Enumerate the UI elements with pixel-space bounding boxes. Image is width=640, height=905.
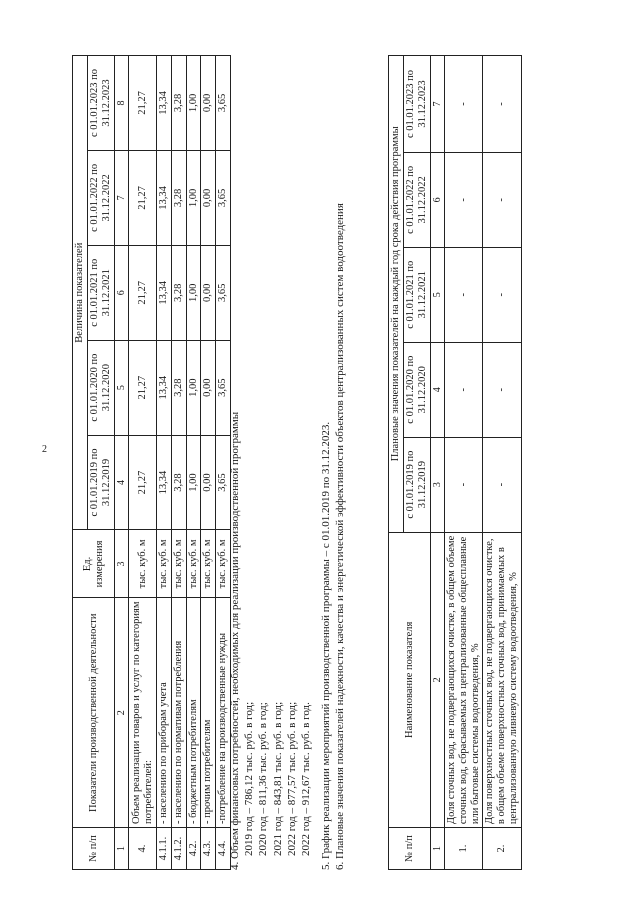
row-value: 3,65 [216, 435, 231, 530]
section4-heading: 4. Объем финансовых потребностей, необходимых для реализации производственной программы [229, 411, 241, 870]
section4-line: 2022 год – 912,67 тыс. руб. в год. [300, 702, 313, 856]
section4-line: 2019 год – 786,12 тыс. руб. в год; [243, 701, 256, 856]
row-value: 21,27 [129, 150, 157, 245]
t2-header-period: с 01.01.2023 по 31.12.2023 [404, 56, 431, 153]
row-value: 0,00 [201, 56, 216, 151]
t2-col-number: 6 [431, 152, 445, 247]
row-num: 4.3. [201, 828, 216, 870]
planned-indicators-table [388, 55, 522, 870]
row-value: 1,00 [186, 340, 201, 435]
row-unit: тыс. куб. м [129, 530, 157, 598]
planned-values-section: 6. Плановые значения показателей надежности, качества и энергетической эффективности объектов централизованных систем водоотведения [334, 203, 346, 870]
t1-header-num: № п/п [73, 828, 115, 870]
row-value: 0,00 [201, 245, 216, 340]
row-num: 2. [483, 828, 521, 870]
row-name: -потребление на производственные нужды [216, 598, 231, 828]
row-num: 1. [445, 828, 483, 870]
t1-header-name: Показатели производственной деятельности [73, 598, 115, 828]
t1-header-period: с 01.01.2019 по 31.12.2019 [88, 435, 115, 530]
row-unit: тыс. куб. м [186, 530, 201, 598]
row-unit: тыс. куб. м [171, 530, 186, 598]
row-value: - [445, 152, 483, 247]
row-value: 3,65 [216, 150, 231, 245]
row-value: 3,28 [171, 150, 186, 245]
table-row [201, 56, 216, 870]
row-unit: тыс. куб. м [216, 530, 231, 598]
t1-col-number: 1 [115, 828, 129, 870]
row-name: - бюджетным потребителям [186, 598, 201, 828]
row-value: 3,28 [171, 56, 186, 151]
row-value: 1,00 [186, 150, 201, 245]
row-value: 13,34 [157, 150, 172, 245]
page-number: 2 [42, 444, 47, 455]
t1-header-period: с 01.01.2020 по 31.12.2020 [88, 340, 115, 435]
row-name: Доля сточных вод, не подвергающихся очистке, в общем объеме сточных вод, сбрасываемых в централизованные общесплавные или бытовые системы водоотведения, % [445, 532, 483, 828]
t2-header-group: Плановые значения показателей на каждый год срока действия программы [389, 56, 404, 533]
row-unit: тыс. куб. м [201, 530, 216, 598]
t1-col-number: 2 [115, 598, 129, 828]
row-value: 21,27 [129, 56, 157, 151]
t1-col-number: 4 [115, 435, 129, 530]
row-unit: тыс. куб. м [157, 530, 172, 598]
t2-col-number: 7 [431, 56, 445, 153]
t1-header-group: Величина показателей [73, 56, 88, 530]
row-value: 3,65 [216, 245, 231, 340]
section4-line: 2021 год – 843,81 тыс. руб. в год; [271, 701, 284, 856]
row-value: - [445, 342, 483, 437]
row-name: - населению по нормативам потребления [171, 598, 186, 828]
t2-col-number: 4 [431, 342, 445, 437]
t1-header-unit: Ед. измерения [73, 530, 115, 598]
row-value: - [483, 342, 521, 437]
row-num: 4.1.1. [157, 828, 172, 870]
row-num: 4.4. [216, 828, 231, 870]
table-row [129, 56, 157, 870]
row-value: 21,27 [129, 245, 157, 340]
t2-col-number: 1 [431, 828, 445, 870]
row-value: - [483, 56, 521, 153]
t1-col-number: 5 [115, 340, 129, 435]
row-value: 21,27 [129, 435, 157, 530]
row-value: - [445, 437, 483, 532]
t2-col-number: 3 [431, 437, 445, 532]
row-value: - [483, 437, 521, 532]
row-value: - [445, 56, 483, 153]
t2-header-name: Наименование показателя [389, 532, 431, 828]
t2-header-period: с 01.01.2019 по 31.12.2019 [404, 437, 431, 532]
row-name: - населению по приборам учета [157, 598, 172, 828]
t1-header-period: с 01.01.2021 по 31.12.2021 [88, 245, 115, 340]
t2-header-period: с 01.01.2022 по 31.12.2022 [404, 152, 431, 247]
t2-header-period: с 01.01.2020 по 31.12.2020 [404, 342, 431, 437]
row-name: Доля поверхностных сточных вод, не подвергающихся очистке, в общем объеме поверхностных сточных вод, принимаемых в централизованную ливневую систему водоотведения, % [483, 532, 521, 828]
row-value: 3,28 [171, 340, 186, 435]
t1-col-number: 3 [115, 530, 129, 598]
row-value: 3,28 [171, 435, 186, 530]
row-value: 21,27 [129, 340, 157, 435]
row-value: 3,28 [171, 245, 186, 340]
table-row [483, 56, 521, 870]
schedule-section: 5. График реализации мероприятий производственной программы – с 01.01.2019 по 31.12.2023. [320, 421, 332, 870]
row-value: 1,00 [186, 435, 201, 530]
table-row [157, 56, 172, 870]
t1-header-period: с 01.01.2023 по 31.12.2023 [88, 56, 115, 151]
rotated-page-content [52, 30, 612, 870]
table-row [445, 56, 483, 870]
t2-col-number: 2 [431, 532, 445, 828]
row-num: 4.2. [186, 828, 201, 870]
row-num: 4.1.2. [171, 828, 186, 870]
row-value: 0,00 [201, 340, 216, 435]
financial-needs-section [228, 55, 313, 870]
row-value: 13,34 [157, 435, 172, 530]
row-value: 13,34 [157, 56, 172, 151]
t1-col-number: 7 [115, 150, 129, 245]
t2-col-number: 5 [431, 247, 445, 342]
production-indicators-table [72, 55, 231, 870]
row-value: 13,34 [157, 245, 172, 340]
row-name: - прочим потребителям [201, 598, 216, 828]
t1-col-number: 6 [115, 245, 129, 340]
row-value: 13,34 [157, 340, 172, 435]
row-value: 1,00 [186, 245, 201, 340]
t1-header-period: с 01.01.2022 по 31.12.2022 [88, 150, 115, 245]
row-value: 0,00 [201, 435, 216, 530]
t1-col-number: 8 [115, 56, 129, 151]
row-name: Объем реализации товаров и услуг по категориям потребителей: [129, 598, 157, 828]
row-value: - [483, 247, 521, 342]
t2-header-num: № п/п [389, 828, 431, 870]
table-row [171, 56, 186, 870]
t2-header-period: с 01.01.2021 по 31.12.2021 [404, 247, 431, 342]
section4-line: 2020 год – 811,36 тыс. руб. в год; [257, 702, 270, 856]
section4-line: 2022 год – 877,57 тыс. руб. в год; [285, 701, 298, 856]
table-row [186, 56, 201, 870]
row-value: 3,65 [216, 340, 231, 435]
row-value: - [483, 152, 521, 247]
row-value: 0,00 [201, 150, 216, 245]
row-num: 4. [129, 828, 157, 870]
row-value: - [445, 247, 483, 342]
row-value: 1,00 [186, 56, 201, 151]
row-value: 3,65 [216, 56, 231, 151]
